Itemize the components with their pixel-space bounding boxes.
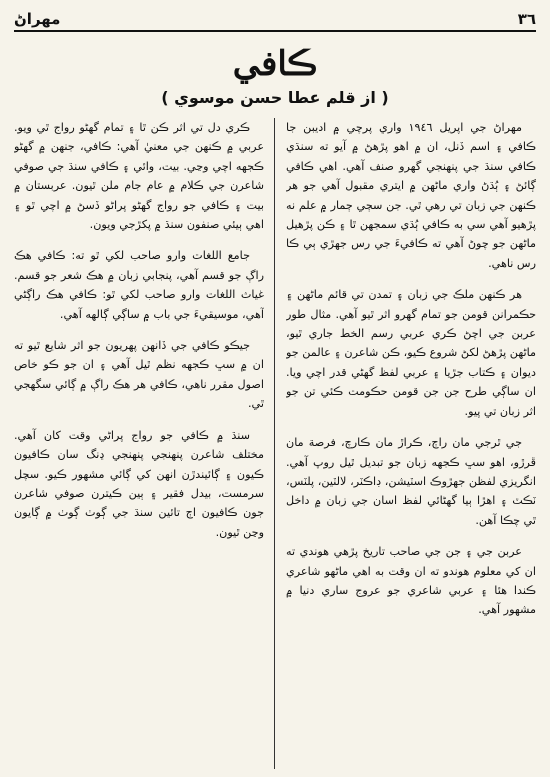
page-number: ٣٦ [517,10,536,28]
paragraph: سنڌ ۾ ڪافي جو رواج پراڻي وقت کان آهي. مختلف شاعرن پنهنجي پنهنجي ڍنگ سان ڪافيون ڪيون ۽ ڳائيندڙن انهن کي ڳائي مشهور ڪيو. سچل سرمست، بيدل فقير ۽ ٻين ڪيترن صوفي شاعرن جون ڪافيون اڄ تائين سنڌ جي ڳوٺ ڳوٺ ۾ ڳايون وڃن ٿيون. [14,428,264,539]
paragraph: جامع اللغات وارو صاحب لکي ٿو ته: ڪافي هڪ راڳ جو قسم آهي، پنجابي زبان ۾ هڪ شعر جو قسم. غياث اللغات وارو صاحب لکي ٿو: ڪافي هڪ راڳڻي آهي، موسيقيءَ جي باب ۾ ساڳي ڳالهه آهي. [14,249,264,321]
header-rule [14,30,536,32]
paragraph: مهراڻ جي اپريل ١٩٤٦ واري پرچي ۾ اديبن جا ڪافي ۽ اسم ڏنل، ان ۾ اهو پڙهڻ ۾ آيو ته سنڌي ڪافي سنڌ جي پنهنجي گهرو صنف آهي. اهي ڪافي ڳائڻ ۽ ٻُڌڻ واري ماڻهن ۾ ايتري مقبول آهي جو هر ڪنهن جي زبان تي رهي ٿي. جن سڄي ڄمار ۾ علم نه پڙهيو آهي سي به ڪافي ٻُڌي سمجهن ٿا ۽ ڪن پڙهيل ماڻهن جو چوڻ آهي ته ڪافيءَ جي رس جهڙي ٻي ڪا رس ناهي. [286,121,536,270]
article-byline: ( از قلم عطا حسن موسوي ) [161,88,389,107]
right-column [286,118,536,769]
page-header [14,6,536,28]
paragraph: جي ٿرجي مان راڄ، ڪراڙ مان ڪارچ، فرصة مان ڦرڙو، اهو سڀ ڪجهه زبان جو تبديل ٿيل روپ آهي. انگريزي لفظن جهڙوڪ اسٽيشن، ڊاڪٽر، لالٽين، پلٽس، ٽڪٽ ۽ اهڙا ٻيا گهڻائي لفظ اسان جي زبان ۾ داخل ٿي چڪا آهن. [286,436,536,527]
paragraph: ڪري دل تي اثر ڪن ٿا ۽ تمام گهڻو رواج ٿي ويو. عربي ۾ ڪنهن جي معنيٰ آهي: ڪافي، جنهن ۾ گهڻو ڪجهه اچي وڃي. بيت، وائي ۽ ڪافي سنڌ جي صوفي شاعرن جي ڪلام ۾ عام جام ملن ٿيون. عربستان ۾ بيت ۽ ڪافي جو رواج گهڻو پراڻو ڏسڻ ۾ اچي ٿو ۽ اهي ٻيئي صنفون سنڌ ۾ پکڙجي ويون. [14,121,264,232]
running-title: مهراڻ [14,10,61,28]
paragraph: هر ڪنهن ملڪ جي زبان ۽ تمدن تي قائم ماڻهن ۽ حڪمرانن قومن جو تمام گهرو اثر ٿيو آهي. مثال طور عربن جي اچڻ ڪري عربي رسم الخط جاري ٿيو، ماڻهن پڙهڻ لکڻ شروع ڪيو، ڪن شاعرن ۽ عالمن جو ديوان ۽ ڪتاب جڙيا ۽ عربي لفظ گهڻي قدر اچي ويا. ان ساڳي طرح جن جن قومن حڪومت ڪئي تن جو اثر زبان تي پيو. [286,288,536,418]
left-column [14,118,264,769]
paragraph: عربن جي ۽ جن جي صاحب تاريخ پڙهي هوندي ته ان کي معلوم هوندو ته ان وقت به اهي ماڻهو شاعري ڪندا هئا ۽ عربي شاعري جو عروج ساري دنيا ۾ مشهور آهي. [286,545,536,617]
column-divider [274,118,275,769]
paragraph: جيڪو ڪافي جي ڏانهن پهريون جو اثر شايع ٿيو ته ان ۾ سڀ ڪجهه نظم ٿيل آهي ۽ ان جو ڪو خاص اصول مقرر ناهي، ڪافي هر هڪ راڳ ۾ ڳائي سگهجي ٿي. [14,339,264,411]
article-title: ڪافي [232,44,318,84]
